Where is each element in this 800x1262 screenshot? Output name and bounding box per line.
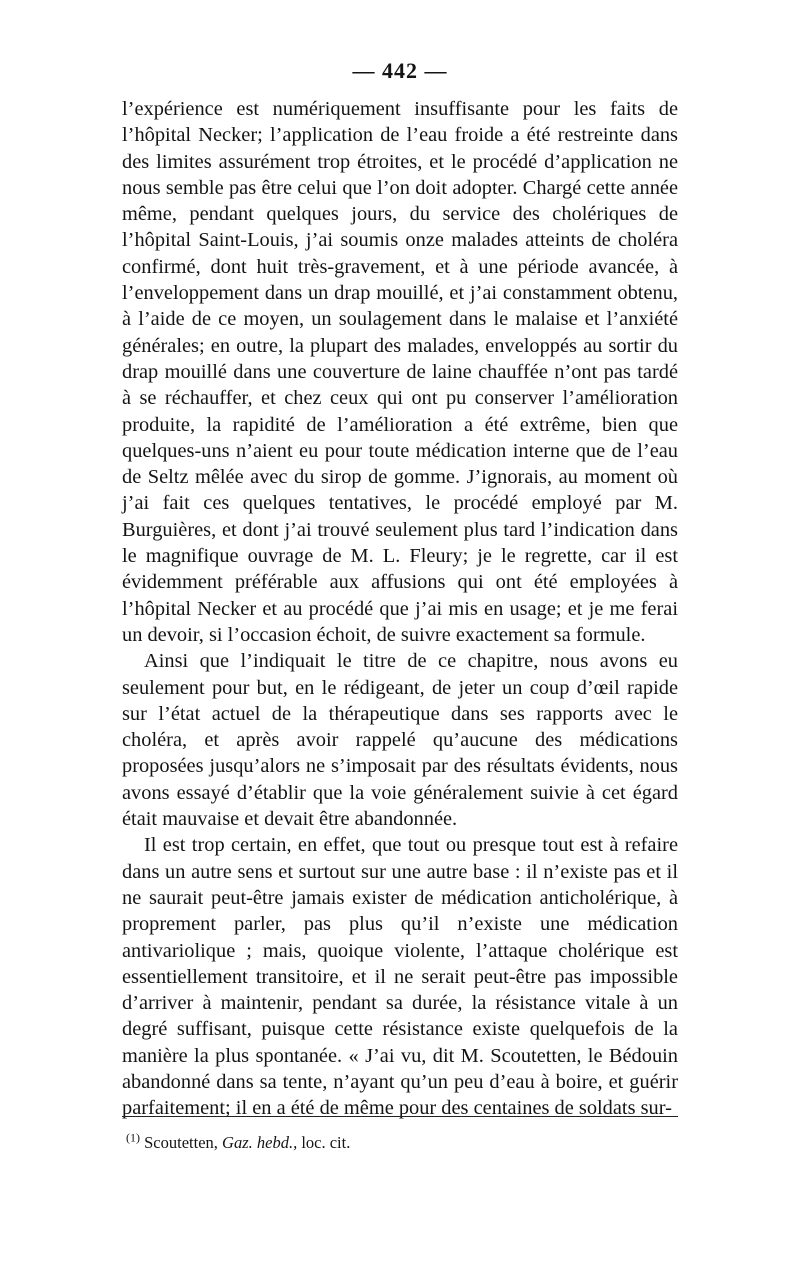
paragraph-chapter-aim: Ainsi que l’indiquait le titre de ce chapitre, nous avons eu seulement pour but, en le rédigeant, de jeter un coup d’œil rapide sur l’état actuel de la thérapeutique dans ses rapports avec le choléra, et après avoir rappelé qu’aucune des médications proposées jusqu’alors ne s’imposait par des résultats évidents, nous avons essayé d’établir que la voie généralement suivie à cet égard était mauvaise et devait être abandonnée. xyxy=(122,650,678,831)
paragraph-continuation: l’expérience est numériquement insuffisante pour les faits de l’hôpital Necker; l’application de l’eau froide a été restreinte dans des limites assurément trop étroites, et le procédé d’application ne nous semble pas être celui que l’on doit adopter. Chargé cette année même, pendant quelques jours, du service des cholériques de l’hôpital Saint-Louis, j’ai soumis onze malades atteints de choléra confirmé, dont huit très-gravement, et à une période avancée, à l’enveloppement dans un drap mouillé, et j’ai constamment obtenu, à l’aide de ce moyen, un soulagement dans le malaise et l’anxiété générales; en outre, la plupart des malades, enveloppés au sortir du drap mouillé dans une couverture de laine chauffée n’ont pas tardé à se réchauffer, et chez ceux qui ont pu conserver l’amélioration produite, la rapidité de l’amélioration a été extrême, bien que quelques-uns n’aient eu pour toute médication interne que de l’eau de Seltz mêlée avec du sirop de gomme. J’ignorais, au moment où j’ai fait ces quelques tentatives, le procédé employé par M. Burguières, et dont j’ai trouvé seulement plus tard l’indication dans le magnifique ouvrage de M. L. Fleury; je le regrette, car il est évidemment préférable aux affusions qui ont été employées à l’hôpital Necker et au procédé que j’ai mis en usage; et je me ferai un devoir, si l’occasion échoit, de suivre exactement sa formule. xyxy=(122,98,678,646)
footnote-author: Scoutetten, xyxy=(144,1133,218,1152)
footnote xyxy=(126,1130,678,1153)
footnote-journal: Gaz. hebd., xyxy=(222,1133,298,1152)
footnote-marker: (1) xyxy=(126,1130,140,1145)
footnote-divider xyxy=(122,1116,678,1117)
body-text xyxy=(122,96,678,1122)
footnote-reference: loc. cit. xyxy=(301,1133,351,1152)
page-number: — 442 — xyxy=(352,58,448,83)
paragraph-therapeutic-base: Il est trop certain, en effet, que tout ou presque tout est à refaire dans un autre sens et surtout sur une autre base : il n’existe pas et il ne saurait peut-être jamais exister de médication anticholérique, à proprement parler, pas plus qu’il n’existe une médication antivariolique ; mais, quoique violente, l’attaque cholérique est essentiellement transitoire, et il ne serait peut-être pas impossible d’arriver à maintenir, pendant sa durée, la résistance vitale à un degré suffisant, puisque cette résistance existe quelquefois de la manière la plus spontanée. « J’ai vu, dit M. Scoutetten, le Bédouin abandonné dans sa tente, n’ayant qu’un peu d’eau à boire, et guérir parfaitement; il en a été de même pour des centaines de soldats sur- xyxy=(122,834,678,1120)
